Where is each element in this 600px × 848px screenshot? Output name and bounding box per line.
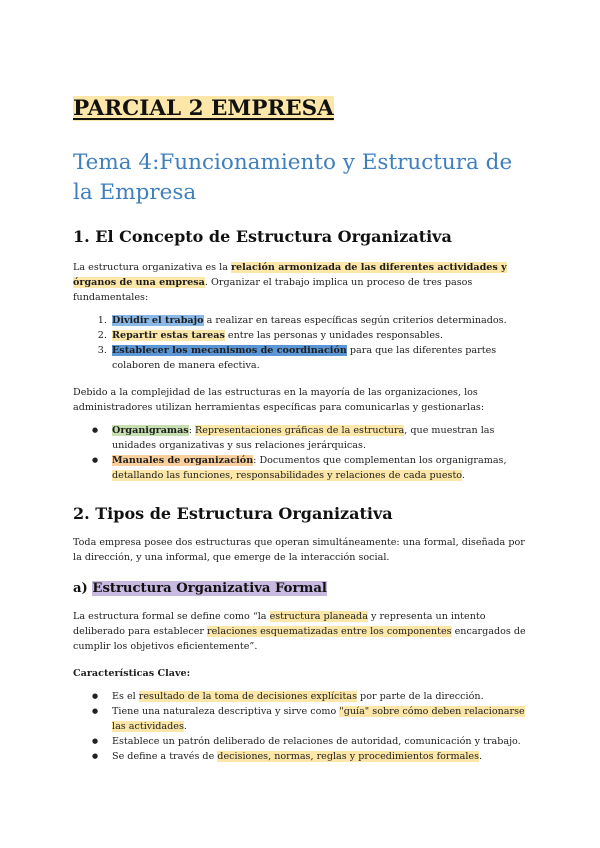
- section1-heading: 1. El Concepto de Estructura Organizativa: [73, 227, 452, 246]
- tools-list: [73, 423, 529, 483]
- list-item: [110, 423, 529, 453]
- bullet-text: por parte de la dirección.: [357, 691, 484, 702]
- topic-heading: Tema 4:Funcionamiento y Estructura de la Empresa: [73, 150, 513, 205]
- tool-pre: Documentos que complementan los organigramas,: [259, 455, 507, 466]
- tool-text: .: [461, 470, 465, 481]
- bullet-text: Es el: [112, 691, 139, 702]
- subsection-a-heading: [73, 579, 529, 599]
- document-content: [73, 96, 529, 764]
- tool-text: , que muestran las unidades organizativas y sus relaciones jerárquicas.: [112, 425, 495, 451]
- step-highlight: Establecer los mecanismos de coordinación: [112, 345, 347, 356]
- definition-highlight: estructura planeada: [269, 611, 368, 622]
- bullet-text: .: [479, 751, 483, 762]
- definition-text: La estructura formal se define como “la: [73, 611, 270, 622]
- document-title: [73, 96, 529, 122]
- list-item: [110, 328, 529, 343]
- section1-intro: [73, 260, 529, 305]
- bullet-text: .: [183, 721, 187, 732]
- definition-text: encargados de cumplir los objetivos eficientemente”.: [73, 626, 526, 652]
- tool-colon: :: [188, 425, 196, 436]
- definition-text: y representa un intento deliberado para establecer: [73, 611, 486, 637]
- definition-highlight: relaciones esquematizadas entre los componentes: [207, 626, 452, 637]
- list-item: [110, 734, 529, 749]
- section1-para2: Debido a la complejidad de las estructuras en la mayoría de las organizaciones, los administradores utilizan herramientas específicas para comunicarlas y gestionarlas:: [73, 387, 485, 413]
- list-item: [110, 453, 529, 483]
- characteristics-list: [73, 689, 529, 764]
- step-highlight: Repartir estas tareas: [112, 330, 225, 341]
- list-item: [110, 343, 529, 373]
- bullet-highlight: resultado de la toma de decisiones explícitas: [138, 691, 357, 702]
- step-text: para que las diferentes partes colaboren de manera efectiva.: [112, 345, 497, 371]
- bullet-text: Establece un patrón deliberado de relaciones de autoridad, comunicación y trabajo.: [112, 736, 521, 747]
- list-item: [110, 689, 529, 704]
- bullet-text: Se define a través de: [112, 751, 218, 762]
- subsection-title: Estructura Organizativa Formal: [92, 581, 327, 596]
- step-text: a realizar en tareas específicas según criterios determinados.: [203, 315, 507, 326]
- step-text: entre las personas y unidades responsables.: [224, 330, 443, 341]
- subsection-prefix: a): [73, 581, 93, 596]
- formal-definition: [73, 609, 529, 654]
- steps-list: [73, 313, 529, 373]
- tool-term: Organigramas: [112, 425, 189, 436]
- tool-colon: :: [253, 455, 260, 466]
- intro-pre: La estructura organizativa es la: [73, 262, 231, 273]
- section2-intro: Toda empresa posee dos estructuras que operan simultáneamente: una formal, diseñada por la dirección, y una informal, que emerge de la interacción social.: [73, 537, 525, 563]
- bullet-text: Tiene una naturaleza descriptiva y sirve como: [112, 706, 340, 717]
- list-item: [110, 704, 529, 734]
- intro-post: . Organizar el trabajo implica un proceso de tres pasos fundamentales:: [73, 277, 473, 303]
- list-item: [110, 313, 529, 328]
- intro-highlight: relación armonizada de las diferentes actividades y órganos de una empresa: [73, 262, 507, 288]
- tool-term: Manuales de organización: [112, 455, 254, 466]
- section2-heading: 2. Tipos de Estructura Organizativa: [73, 504, 393, 523]
- bullet-highlight: decisiones, normas, reglas y procedimientos formales: [217, 751, 480, 762]
- document-title-text: PARCIAL 2 EMPRESA: [73, 96, 334, 121]
- tool-highlight: Representaciones gráficas de la estructura: [195, 425, 405, 436]
- step-highlight: Dividir el trabajo: [112, 315, 204, 326]
- bullet-highlight: "guía" sobre cómo deben relacionarse las actividades: [112, 706, 525, 732]
- list-item: [110, 749, 529, 764]
- key-characteristics-label: Características Clave:: [73, 668, 191, 679]
- tool-highlight: detallando las funciones, responsabilidades y relaciones de cada puesto: [112, 470, 462, 481]
